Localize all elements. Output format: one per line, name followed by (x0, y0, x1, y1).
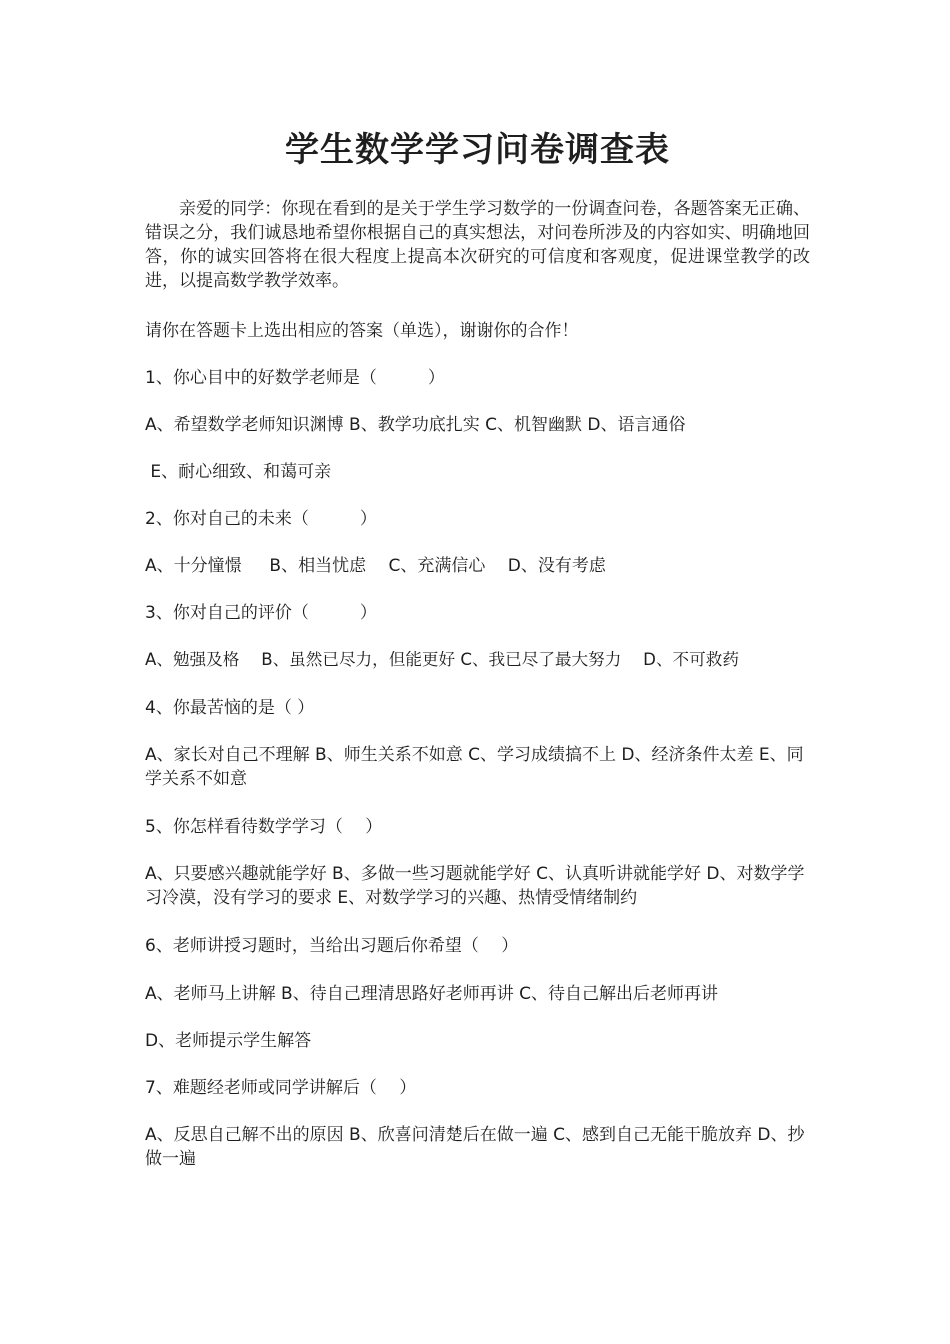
question-7-options: A、反思自己解不出的原因 B、欣喜问清楚后在做一遍 C、感到自己无能干脆放弃 D、抄做一遍 (145, 1125, 805, 1169)
question-2-options: A、十分憧憬 B、相当忧虑 C、充满信心 D、没有考虑 (145, 556, 606, 576)
question-5: 5、你怎样看待数学学习（ ） (145, 817, 383, 837)
question-7: 7、难题经老师或同学讲解后（ ） (145, 1078, 417, 1098)
question-3-options: A、勉强及格 B、虽然已尽力，但能更好 C、我已尽了最大努力 D、不可救药 (145, 650, 739, 669)
question-4: 4、你最苦恼的是（ ） (145, 698, 315, 718)
question-4-options: A、家长对自己不理解 B、师生关系不如意 C、学习成绩搞不上 D、经济条件太差 E、同学关系不如意 (145, 745, 804, 789)
question-1-options-extra: E、耐心细致、和蔼可亲 (145, 462, 332, 482)
question-6-options: A、老师马上讲解 B、待自己理清思路好老师再讲 C、待自己解出后老师再讲 (145, 984, 718, 1004)
intro-paragraph: 亲爱的同学：你现在看到的是关于学生学习数学的一份调查问卷，各题答案无正确、错误之分，我们诚恳地希望你根据自己的真实想法，对问卷所涉及的内容如实、明确地回答，你的诚实回答将在很大程度上提高本次研究的可信度和客观度，促进课堂教学的改进，以提高数学教学效率。 (145, 199, 810, 291)
question-2: 2、你对自己的未来（ ） (145, 509, 377, 529)
question-1: 1、你心目中的好数学老师是（ ） (145, 368, 445, 388)
question-6: 6、老师讲授习题时，当给出习题后你希望（ ） (145, 936, 519, 956)
instruction-text: 请你在答题卡上选出相应的答案（单选），谢谢你的合作！ (145, 321, 579, 341)
question-1-options: A、希望数学老师知识渊博 B、教学功底扎实 C、机智幽默 D、语言通俗 (145, 415, 686, 435)
question-6-options-extra: D、老师提示学生解答 (145, 1031, 312, 1051)
question-3: 3、你对自己的评价（ ） (145, 603, 377, 623)
page-title: 学生数学学习问卷调查表 (285, 130, 670, 170)
question-5-options: A、只要感兴趣就能学好 B、多做一些习题就能学好 C、认真听讲就能学好 D、对数学学习冷漠，没有学习的要求 E、对数学学习的兴趣、热情受情绪制约 (145, 864, 805, 908)
